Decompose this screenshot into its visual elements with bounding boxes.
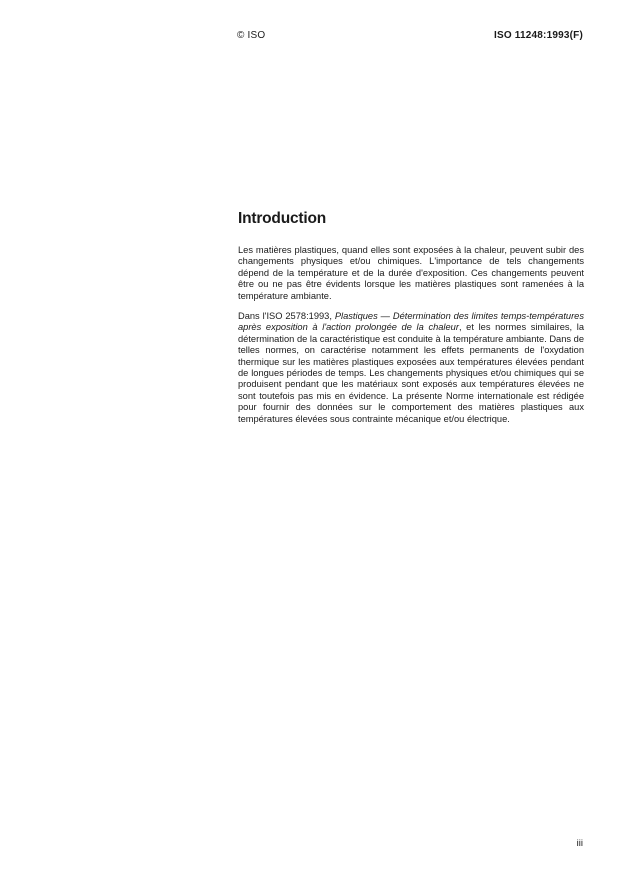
standard-identifier: ISO 11248:1993(F) <box>493 30 583 41</box>
paragraph-2-rest: , et les normes similaires, la détermination de la caractéristique est conduite à la température ambiante. Dans de telles normes, on caractérise notamment les effets permanents de l'oxydation thermique sur les matières plastiques exposées aux températures élevées pendant de longues périodes de temps. Les changements physiques et/ou chimiques qui se produisent pendant que les matériaux sont exposés aux températures élevées ne sont toutefois pas mis en évidence. La présente Norme internationale est rédigée pour fournir des données sur le comportement des matières plastiques aux températures élevées sous contrainte mécanique et/ou électrique. <box>238 322 584 424</box>
cited-standard-title: Plastiques — Détermination des limites temps-températures après exposition à l'action prolongée de la chaleur <box>238 311 585 333</box>
paragraph-2-lead: Dans l'ISO 2578:1993, <box>238 311 335 322</box>
section-title: Introduction <box>238 210 326 227</box>
paragraph-1: Les matières plastiques, quand elles sont exposées à la chaleur, peuvent subir des changements physiques et/ou chimiques. L'importance de tels changements dépend de la température et de la durée d'exposition. Ces changements peuvent être ou ne pas être évidents lorsque les matières plastiques sont ramenées à la température ambiante. <box>238 245 584 301</box>
page-number: iii <box>576 838 583 849</box>
paragraph-2 <box>238 311 584 425</box>
main-content <box>238 210 584 434</box>
copyright-notice: © ISO <box>237 30 266 41</box>
